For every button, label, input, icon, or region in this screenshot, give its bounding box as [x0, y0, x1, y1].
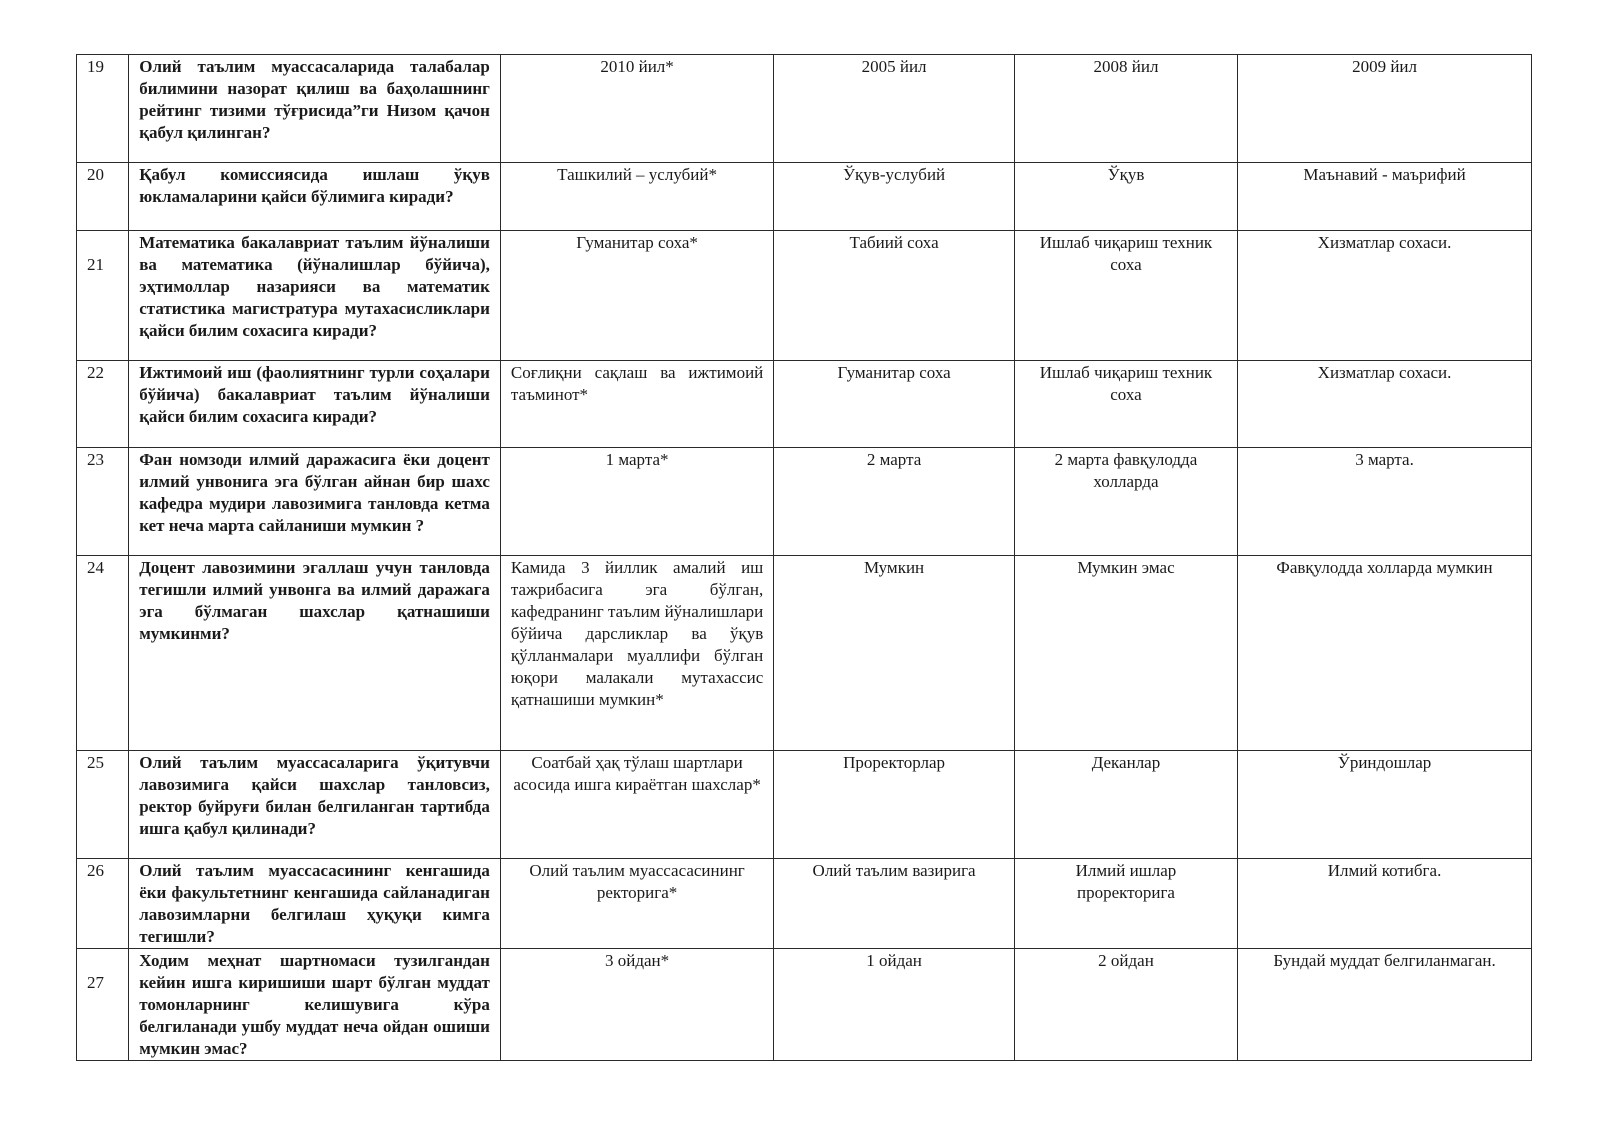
answer-option: 2008 йил [1014, 55, 1237, 163]
answer-option: Илмий ишлар проректорига [1014, 859, 1237, 949]
answer-option-correct: 1 марта* [500, 448, 773, 556]
table-row [77, 751, 1532, 859]
answer-option: 2 марта [774, 448, 1015, 556]
question-number: 26 [77, 859, 129, 949]
question-number: 20 [77, 163, 129, 231]
answer-option: 3 марта. [1238, 448, 1532, 556]
document-page [76, 54, 1532, 1061]
answer-option: Хизматлар сохаси. [1238, 361, 1532, 448]
answer-option: 2 марта фавқулодда холларда [1014, 448, 1237, 556]
answer-option: Хизматлар сохаси. [1238, 231, 1532, 361]
answer-option: Мумкин эмас [1014, 556, 1237, 751]
question-text: Олий таълим муассасаларида талабалар билимини назорат қилиш ва баҳолашнинг рейтинг тизими тўғрисида”ги Низом қачон қабул қилинган? [129, 55, 501, 163]
answer-option: Ўқув [1014, 163, 1237, 231]
answer-option: 1 ойдан [774, 949, 1015, 1061]
table-row [77, 231, 1532, 361]
table-row [77, 448, 1532, 556]
answer-option: 2 ойдан [1014, 949, 1237, 1061]
answer-option-correct: Олий таълим муассасасининг ректорига* [500, 859, 773, 949]
answer-option-correct: 3 ойдан* [500, 949, 773, 1061]
answer-option: Бундай муддат белгиланмаган. [1238, 949, 1532, 1061]
answer-option-correct: Ташкилий – услубий* [500, 163, 773, 231]
table-row [77, 949, 1532, 1061]
answer-option: Илмий котибга. [1238, 859, 1532, 949]
question-text: Олий таълим муассасаларига ўқитувчи лавозимига қайси шахслар танловсиз, ректор буйруғи билан белгиланган тартибда ишга қабул қилинади? [129, 751, 501, 859]
answer-option: Ишлаб чиқариш техник соха [1014, 361, 1237, 448]
question-number: 23 [77, 448, 129, 556]
answer-option: Мумкин [774, 556, 1015, 751]
answer-option: Проректорлар [774, 751, 1015, 859]
answer-option: Ўқув-услубий [774, 163, 1015, 231]
answer-option: Ишлаб чиқариш техник соха [1014, 231, 1237, 361]
answer-option-correct: Соатбай ҳақ тўлаш шартлари асосида ишга кираётган шахслар* [500, 751, 773, 859]
answer-option: Фавқулодда холларда мумкин [1238, 556, 1532, 751]
answer-option: Маънавий - маърифий [1238, 163, 1532, 231]
question-number: 27 [77, 949, 129, 1061]
answer-option-correct: Гуманитар соха* [500, 231, 773, 361]
table-row [77, 163, 1532, 231]
question-text: Ходим меҳнат шартномаси тузилгандан кейин ишга киришиши шарт бўлган муддат томонларнинг келишувига кўра белгиланади ушбу муддат неча ойдан ошиши мумкин эмас? [129, 949, 501, 1061]
question-number: 19 [77, 55, 129, 163]
question-text: Фан номзоди илмий даражасига ёки доцент илмий унвонига эга бўлган айнан бир шахс кафедра мудири лавозимига танловда кетма кет неча марта сайланиши мумкин ? [129, 448, 501, 556]
question-number: 24 [77, 556, 129, 751]
question-text: Доцент лавозимини эгаллаш учун танловда тегишли илмий унвонга ва илмий даражага эга бўлмаган шахслар қатнашиши мумкинми? [129, 556, 501, 751]
table-row [77, 361, 1532, 448]
question-text: Ижтимоий иш (фаолиятнинг турли соҳалари бўйича) бакалавриат таълим йўналиши қайси билим сохасига киради? [129, 361, 501, 448]
question-number: 25 [77, 751, 129, 859]
table-row [77, 55, 1532, 163]
answer-option-correct: Камида 3 йиллик амалий иш тажрибасига эга бўлган, кафедранинг таълим йўналишлари бўйича дарсликлар ва ўқув қўлланмалари муаллифи бўлган юқори малакали мутахассис қатнашиши мумкин* [500, 556, 773, 751]
answer-option: Гуманитар соха [774, 361, 1015, 448]
answer-option-correct: Соғлиқни сақлаш ва ижтимоий таъминот* [500, 361, 773, 448]
answer-option: 2005 йил [774, 55, 1015, 163]
answer-option: Олий таълим вазирига [774, 859, 1015, 949]
answer-option: Табиий соха [774, 231, 1015, 361]
answer-option: Ўриндошлар [1238, 751, 1532, 859]
question-text: Олий таълим муассасасининг кенгашида ёки факультетнинг кенгашида сайланадиган лавозимларни белгилаш ҳуқуқи кимга тегишли? [129, 859, 501, 949]
answer-option-correct: 2010 йил* [500, 55, 773, 163]
question-text: Қабул комиссиясида ишлаш ўқув юкламаларини қайси бўлимига киради? [129, 163, 501, 231]
table-row [77, 859, 1532, 949]
answer-option: 2009 йил [1238, 55, 1532, 163]
question-text: Математика бакалавриат таълим йўналиши ва математика (йўналишлар бўйича), эҳтимоллар назарияси ва математик статистика магистратура мутахасисликлари қайси билим сохасига киради? [129, 231, 501, 361]
table-row [77, 556, 1532, 751]
question-number: 21 [77, 231, 129, 361]
answer-option: Деканлар [1014, 751, 1237, 859]
question-number: 22 [77, 361, 129, 448]
questions-table [76, 54, 1532, 1061]
